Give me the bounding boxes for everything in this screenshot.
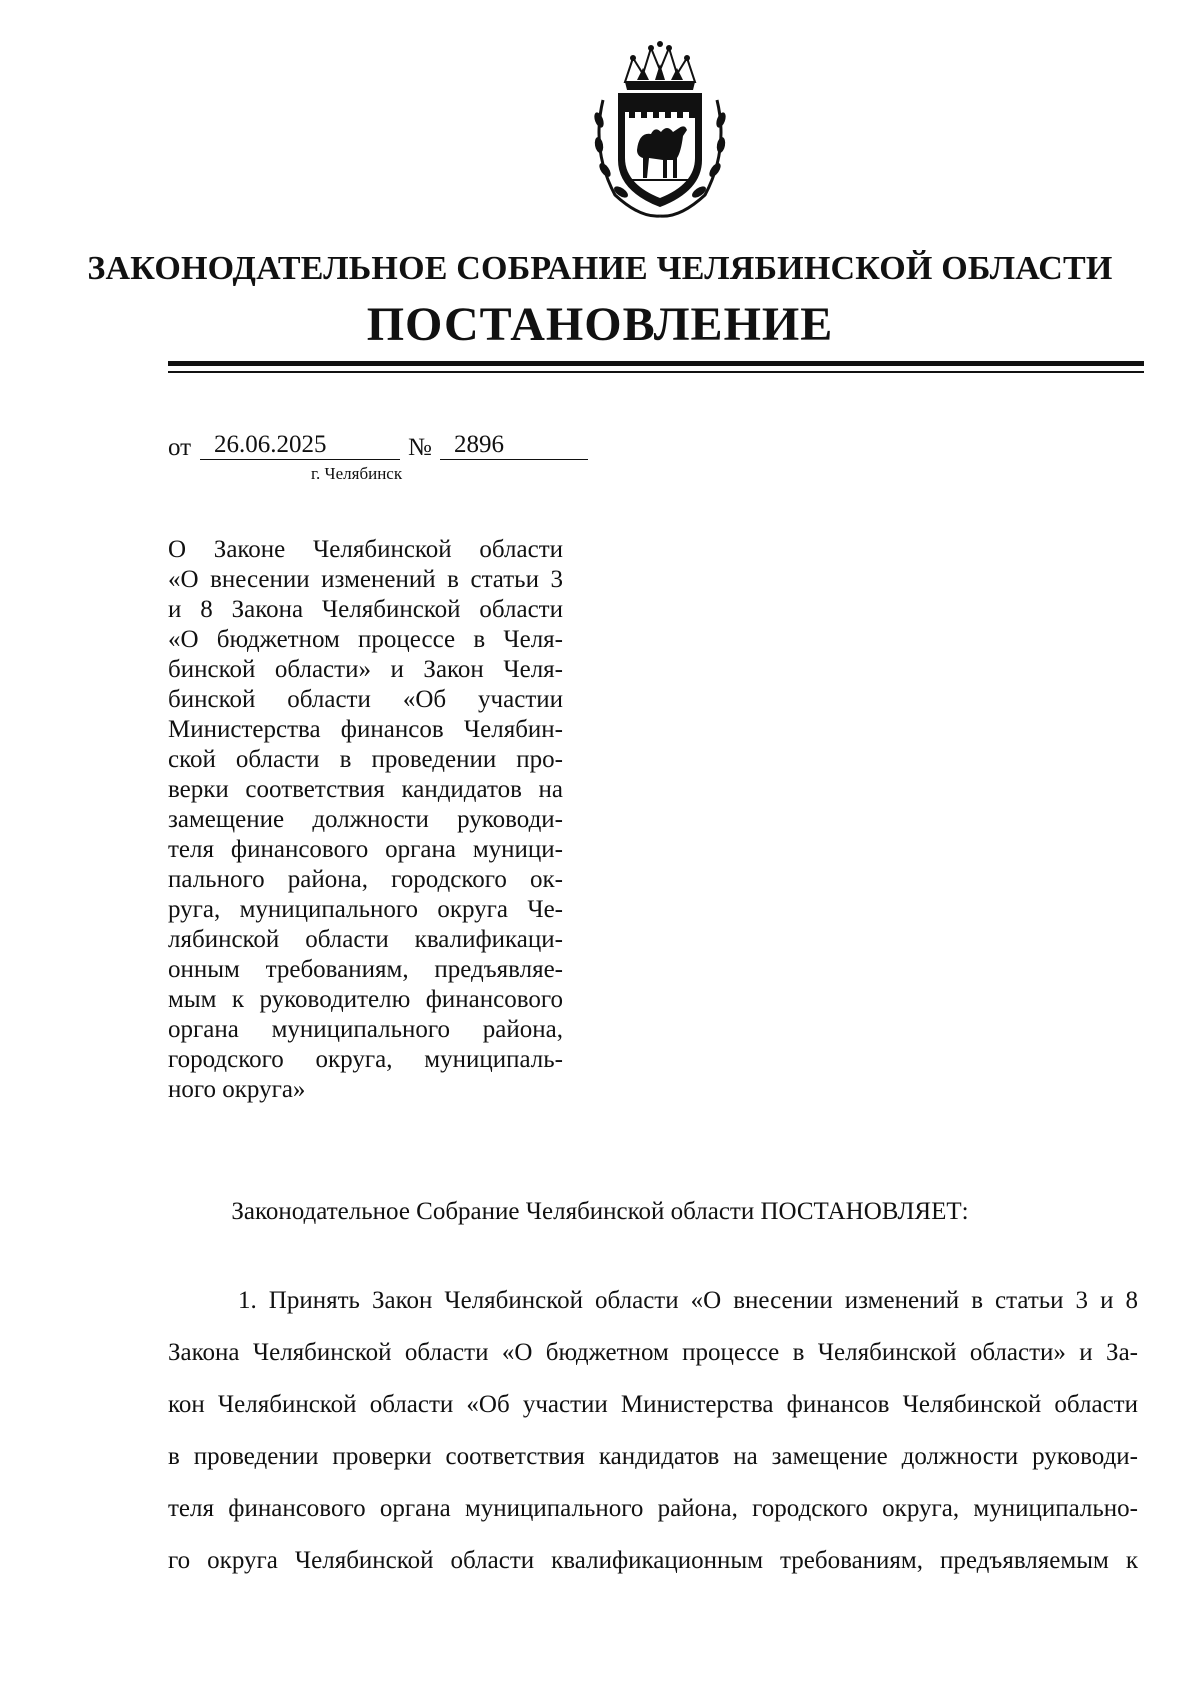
header-rule-thin bbox=[168, 371, 1144, 373]
subject-line: и 8 Закона Челябинской области bbox=[168, 596, 563, 623]
paragraph-1 bbox=[168, 1275, 1138, 1587]
paragraph-line: Закона Челябинской области «О бюджетном процессе в Челябинской области» и За- bbox=[168, 1339, 1138, 1366]
document-number: 2896 bbox=[454, 431, 504, 458]
number-label: № bbox=[408, 434, 432, 461]
document-type: ПОСТАНОВЛЕНИЕ bbox=[366, 298, 834, 351]
paragraph-line: го округа Челябинской области квалификационным требованиям, предъявляемым к bbox=[168, 1547, 1138, 1574]
paragraph-line: теля финансового органа муниципального района, городского округа, муниципально- bbox=[168, 1495, 1138, 1522]
coat-of-arms-icon bbox=[585, 40, 735, 220]
subject-line: мым к руководителю финансового bbox=[168, 986, 563, 1013]
paragraph-line: 1. Принять Закон Челябинской области «О внесении изменений в статьи 3 и 8 bbox=[238, 1287, 1138, 1314]
subject-line: «О внесении изменений в статьи 3 bbox=[168, 566, 563, 593]
subject-line: Министерства финансов Челябин- bbox=[168, 716, 563, 743]
subject-line: «О бюджетном процессе в Челя- bbox=[168, 626, 563, 653]
subject-line: замещение должности руководи- bbox=[168, 806, 563, 833]
subject-line: руга, муниципального округа Че- bbox=[168, 896, 563, 923]
subject-line: О Законе Челябинской области bbox=[168, 536, 563, 563]
subject-line: пального района, городского ок- bbox=[168, 866, 563, 893]
subject-line: верки соответствия кандидатов на bbox=[168, 776, 563, 803]
document-subject bbox=[168, 535, 563, 1105]
subject-line: ской области в проведении про- bbox=[168, 746, 563, 773]
subject-line: теля финансового органа муници- bbox=[168, 836, 563, 863]
number-field bbox=[440, 427, 588, 460]
header-rule-thick bbox=[168, 361, 1144, 366]
paragraph-line: в проведении проверки соответствия кандидатов на замещение должности руководи- bbox=[168, 1443, 1138, 1470]
subject-line: ного округа» bbox=[168, 1076, 306, 1103]
subject-line: бинской области «Об участии bbox=[168, 686, 563, 713]
subject-line: органа муниципального района, bbox=[168, 1016, 563, 1043]
subject-line: онным требованиям, предъявляе- bbox=[168, 956, 563, 983]
organization-title: ЗАКОНОДАТЕЛЬНОЕ СОБРАНИЕ ЧЕЛЯБИНСКОЙ ОБЛАСТИ bbox=[87, 250, 1113, 287]
subject-line: городского округа, муниципаль- bbox=[168, 1046, 563, 1073]
document-date: 26.06.2025 bbox=[214, 431, 327, 458]
subject-line: бинской области» и Закон Челя- bbox=[168, 656, 563, 683]
city-label: г. Челябинск bbox=[311, 464, 403, 483]
subject-line: лябинской области квалификаци- bbox=[168, 926, 563, 953]
preamble: Законодательное Собрание Челябинской области ПОСТАНОВЛЯЕТ: bbox=[231, 1198, 969, 1225]
date-field bbox=[200, 427, 400, 460]
crown-icon bbox=[625, 41, 695, 90]
paragraph-line: кон Челябинской области «Об участии Министерства финансов Челябинской области bbox=[168, 1391, 1138, 1418]
document-meta bbox=[168, 428, 588, 462]
date-label: от bbox=[168, 434, 192, 461]
